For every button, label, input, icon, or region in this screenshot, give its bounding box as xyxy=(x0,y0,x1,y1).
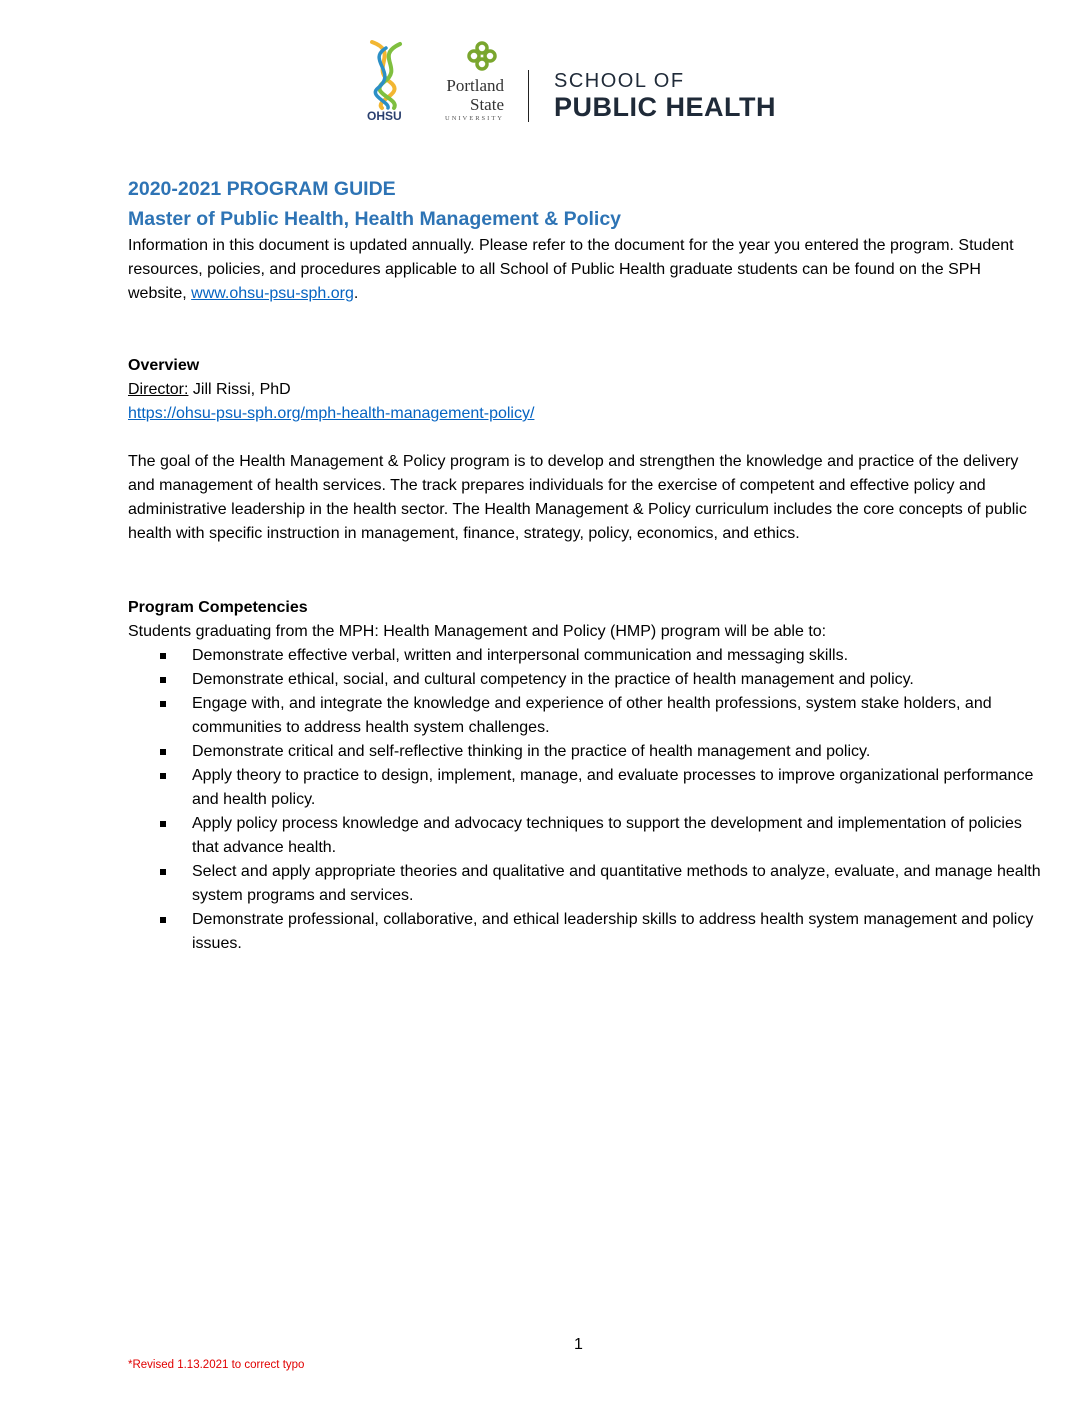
bullet-icon xyxy=(160,917,166,923)
bullet-icon xyxy=(160,701,166,707)
competencies-intro: Students graduating from the MPH: Health Management and Policy (HMP) program will be able to: xyxy=(128,623,827,640)
sph-line-school-of: SCHOOL OF xyxy=(554,70,685,92)
page-number: 1 xyxy=(574,1336,583,1353)
director-label: Director: xyxy=(128,381,189,398)
list-item-text: Demonstrate ethical, social, and cultural competency in the practice of health management and policy. xyxy=(192,671,914,688)
intro-paragraph xyxy=(128,234,1043,306)
bullet-icon xyxy=(160,749,166,755)
list-item-text: Demonstrate professional, collaborative, and ethical leadership skills to address health system management and policy issues. xyxy=(192,911,1034,952)
sph-website-link[interactable]: www.ohsu-psu-sph.org xyxy=(191,285,354,302)
spacer xyxy=(128,426,1043,450)
intro-text: Information in this document is updated annually. Please refer to the document for the year you entered the program. Student resources, policies, and procedures applicable to all School of Public Health graduate students can be found on the SPH website, xyxy=(128,237,1014,302)
list-item xyxy=(192,740,1043,764)
bullet-icon xyxy=(160,869,166,875)
bullet-icon xyxy=(160,773,166,779)
list-item-text: Demonstrate effective verbal, written and interpersonal communication and messaging skills. xyxy=(192,647,849,664)
overview-heading: Overview xyxy=(128,357,200,374)
overview-description: The goal of the Health Management & Policy program is to develop and strengthen the knowledge and practice of the delivery and management of health services. The track prepares individuals for the exercise of competent and effective policy and administrative leadership in the health sector. The Health Management & Policy curriculum includes the core concepts of public health with specific instruction in management, finance, strategy, policy, economics, and ethics. xyxy=(128,453,1027,542)
director-name: Jill Rissi, PhD xyxy=(188,381,291,398)
list-item-text: Apply theory to practice to design, implement, manage, and evaluate processes to improve organizational performance and health policy. xyxy=(192,767,1034,808)
revision-note: *Revised 1.13.2021 to correct typo xyxy=(128,1359,305,1371)
ohsu-logo-text: OHSU xyxy=(367,109,402,123)
director-line xyxy=(128,378,1043,402)
competencies-list xyxy=(128,644,1043,956)
psu-logo-icon xyxy=(466,40,498,72)
program-url-line xyxy=(128,402,1043,426)
list-item xyxy=(192,908,1043,956)
document-title: 2020-2021 PROGRAM GUIDE xyxy=(128,178,396,200)
list-item xyxy=(192,644,1043,668)
header-logos xyxy=(360,38,800,126)
psu-wordmark xyxy=(432,76,504,122)
list-item xyxy=(192,812,1043,860)
bullet-icon xyxy=(160,653,166,659)
list-item-text: Apply policy process knowledge and advocacy techniques to support the development and implementation of policies that advance health. xyxy=(192,815,1022,856)
bullet-icon xyxy=(160,677,166,683)
psu-line-university: UNIVERSITY xyxy=(445,115,504,122)
psu-line-state: State xyxy=(470,95,504,114)
list-item xyxy=(192,764,1043,812)
intro-after-link: . xyxy=(353,285,359,302)
competencies-heading: Program Competencies xyxy=(128,599,308,616)
document-body xyxy=(128,174,1043,956)
list-item xyxy=(192,668,1043,692)
bullet-icon xyxy=(160,821,166,827)
list-item xyxy=(192,692,1043,740)
program-page-link[interactable]: https://ohsu-psu-sph.org/mph-health-management-policy/ xyxy=(128,405,535,422)
list-item-text: Engage with, and integrate the knowledge and experience of other health professions, system stake holders, and communities to address health system challenges. xyxy=(192,695,992,736)
document-subtitle: Master of Public Health, Health Management & Policy xyxy=(128,208,622,230)
list-item xyxy=(192,860,1043,908)
psu-line-portland: Portland xyxy=(446,76,504,95)
sph-wordmark xyxy=(554,70,776,122)
list-item-text: Select and apply appropriate theories and qualitative and quantitative methods to analyze, evaluate, and manage health system programs and services. xyxy=(192,863,1041,904)
list-item-text: Demonstrate critical and self-reflective thinking in the practice of health management and policy. xyxy=(192,743,871,760)
sph-line-public-health: PUBLIC HEALTH xyxy=(554,92,776,122)
spacer xyxy=(128,546,1043,596)
spacer xyxy=(128,306,1043,354)
logo-divider xyxy=(528,70,529,122)
